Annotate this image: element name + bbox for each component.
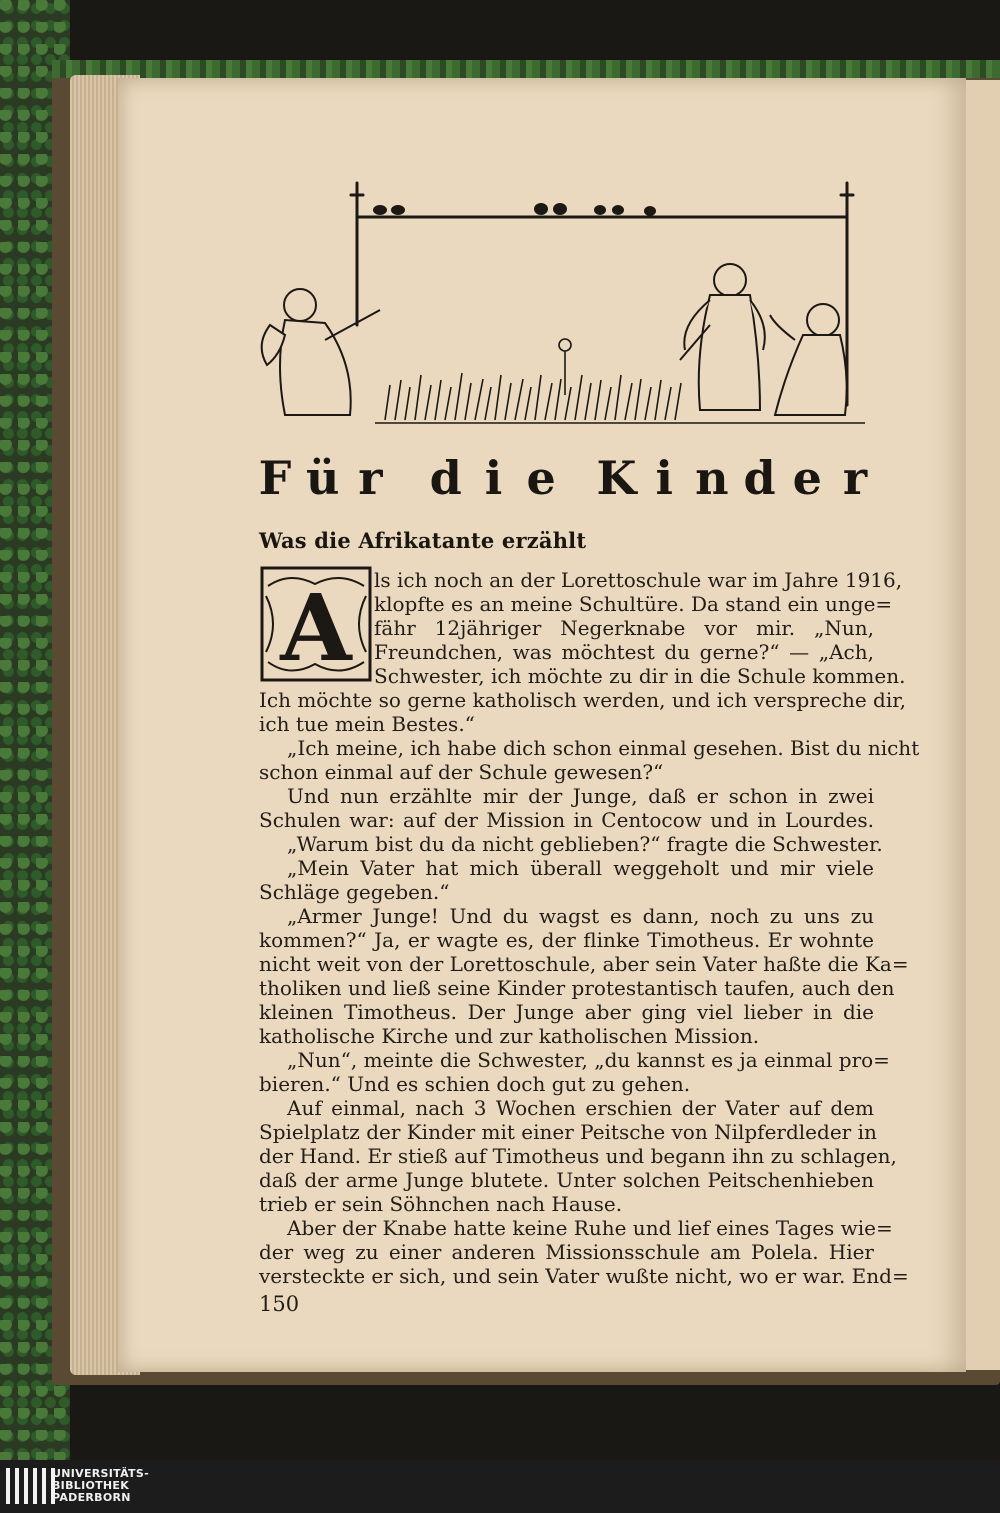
- text-line: Schwester, ich möchte zu dir in die Schule kommen.: [374, 664, 906, 688]
- heading-letter: r: [842, 451, 868, 505]
- text-line: „Warum bist du da nicht geblieben?“ fragte die Schwester.: [287, 832, 883, 856]
- text-line: Schläge gegeben.“: [259, 880, 450, 904]
- logo-line: BIBLIOTHEK: [52, 1479, 130, 1492]
- ornamental-dropcap: [260, 566, 372, 682]
- text-line: ls ich noch an der Lorettoschule war im Jahre 1916,: [374, 568, 903, 592]
- heading-letter: d: [429, 451, 462, 505]
- page-heading: [255, 452, 875, 504]
- text-line: Schulen war: auf der Mission in Centocow und in Lourdes.: [259, 808, 874, 832]
- cover-top-edge: [52, 60, 1000, 78]
- text-line: fähr 12jähriger Negerknabe vor mir. „Nun,: [374, 616, 874, 640]
- svg-text:A: A: [280, 574, 352, 682]
- text-line: Und nun erzählte mir der Junge, daß er schon in zwei: [287, 784, 874, 808]
- heading-letter: n: [695, 451, 729, 505]
- text-line: „Armer Junge! Und du wagst es dann, noch zu uns zu: [287, 904, 874, 928]
- facing-page-edge: [962, 80, 1000, 1370]
- text-line: kleinen Timotheus. Der Junge aber ging viel lieber in die: [259, 1000, 874, 1024]
- text-line: „Nun“, meinte die Schwester, „du kannst es ja einmal pro=: [287, 1048, 890, 1072]
- heading-letter: e: [526, 451, 556, 505]
- text-line: Ich möchte so gerne katholisch werden, und ich verspreche dir,: [259, 688, 906, 712]
- text-line: Spielplatz der Kinder mit einer Peitsche von Nilpferdleder in: [259, 1120, 877, 1144]
- library-logo-icon: [6, 1468, 55, 1504]
- heading-letter: d: [743, 451, 776, 505]
- text-line: nicht weit von der Lorettoschule, aber sein Vater haßte die Ka=: [259, 952, 909, 976]
- children-illustration: [255, 175, 875, 430]
- text-line: „Mein Vater hat mich überall weggeholt und mir viele: [287, 856, 874, 880]
- logo-line: PADERBORN: [52, 1491, 131, 1504]
- text-line: kommen?“ Ja, er wagte es, der flinke Timotheus. Er wohnte: [259, 928, 874, 952]
- text-line: Aber der Knabe hatte keine Ruhe und lief eines Tages wie=: [287, 1216, 893, 1240]
- text-line: versteckte er sich, und sein Vater wußte nicht, wo er war. End=: [259, 1264, 909, 1288]
- logo-line: UNIVERSITÄTS-: [52, 1467, 149, 1480]
- text-line: tholiken und ließ seine Kinder protestantisch taufen, auch den: [259, 976, 895, 1000]
- text-line: Freundchen, was möchtest du gerne?“ — „Ach,: [374, 640, 874, 664]
- text-line: klopfte es an meine Schultüre. Da stand ein unge=: [374, 592, 893, 616]
- text-line: katholische Kirche und zur katholischen Mission.: [259, 1024, 760, 1048]
- library-footer: [0, 1460, 1000, 1513]
- heading-letter: F: [258, 451, 292, 505]
- library-logo-text: [52, 1468, 149, 1504]
- text-line: der weg zu einer anderen Missionsschule am Polela. Hier: [259, 1240, 874, 1264]
- text-line: Auf einmal, nach 3 Wochen erschien der Vater auf dem: [287, 1096, 874, 1120]
- text-line: schon einmal auf der Schule gewesen?“: [259, 760, 664, 784]
- article-subheading: Was die Afrikatante erzählt: [259, 528, 587, 553]
- text-line: ich tue mein Bestes.“: [259, 712, 475, 736]
- text-line: der Hand. Er stieß auf Timotheus und begann ihn zu schlagen,: [259, 1144, 897, 1168]
- heading-letter: e: [792, 451, 822, 505]
- text-line: trieb er sein Söhnchen nach Hause.: [259, 1192, 623, 1216]
- text-line: „Ich meine, ich habe dich schon einmal gesehen. Bist du nicht: [287, 736, 920, 760]
- heading-letter: i: [484, 451, 503, 505]
- heading-letter: r: [358, 451, 383, 505]
- page-number: 150: [259, 1292, 300, 1316]
- heading-letter: i: [655, 451, 673, 505]
- heading-letter: ü: [305, 451, 340, 505]
- text-line: bieren.“ Und es schien doch gut zu gehen.: [259, 1072, 691, 1096]
- text-line: daß der arme Junge blutete. Unter solchen Peitschenhieben: [259, 1168, 874, 1192]
- heading-letter: K: [596, 451, 637, 505]
